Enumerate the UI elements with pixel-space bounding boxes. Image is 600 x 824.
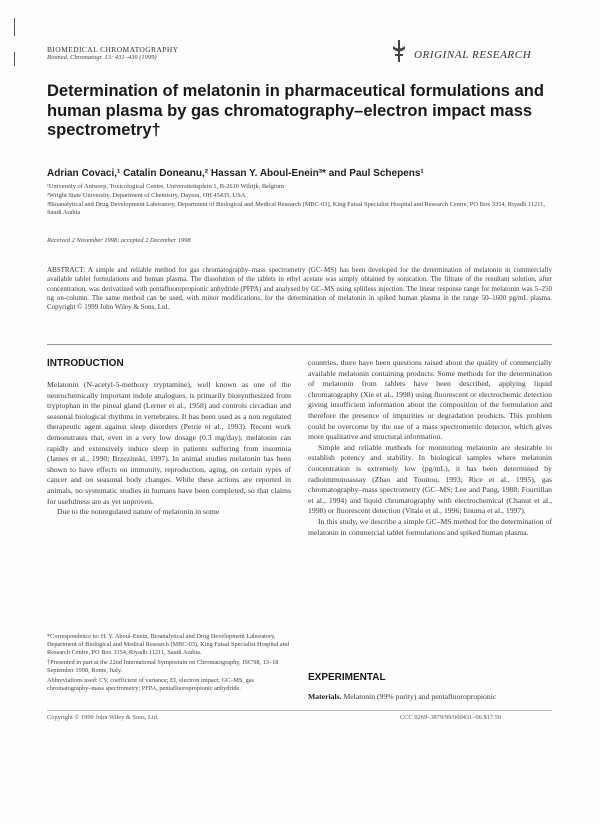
journal-name: BIOMEDICAL CHROMATOGRAPHY <box>47 45 179 54</box>
affiliation-1: ¹University of Antwerp, Toxicological Centre, Universiteitsplein 1, B-2610 Wilrijk, Belgium <box>47 183 284 190</box>
right-paragraph-3: In this study, we describe a simple GC–MS method for the determination of melatonin in commercial tablet formulations and spiked human plasma. <box>308 516 552 537</box>
author-list: Adrian Covaci,¹ Catalin Doneanu,² Hassan Y. Aboul-Enein³* and Paul Schepens¹ <box>47 168 424 179</box>
abstract-text: A simple and reliable method for gas chromatography–mass spectrometry (GC–MS) has been developed for the determination of melatonin in commercially available tablet formulations and human plasma. The dissolution of the tablets in ethyl acetate was simply obtained by sonication. The filtrate of the resultant solution, after concentration, was derivatized with pentafluoropropionic anhydride (PFPA) and analysed by GC–MS using splitless injection. The linear response range for melatonin was 5–250 ng on-column. The same method can be used, with minor modifications, for the determination of melatonin in spiked human plasma in the range 50–1600 pg/mL plasma. Copyright © 1999 John Wiley & Sons, Ltd. <box>47 266 552 312</box>
materials-label: Materials. <box>308 692 342 701</box>
section-label: ORIGINAL RESEARCH <box>414 49 532 61</box>
right-column-body <box>308 358 552 538</box>
right-paragraph-1: countries, there have been questions raised about the quality of commercially available melatonin containing products. Some methods for the determination of melatonin from tablets have been described, applying liquid chromatography (Xie et al., 1998) using fluorescent or electrochemic detection giving insufficient information about the composition of the formulation and therefore the presence of impurities or degradation products. This problem could be overcome by the use of a mass spectrometric detector, which gives more qualitative and structural information. <box>308 358 552 442</box>
experimental-heading: EXPERIMENTAL <box>308 672 386 683</box>
footnote-abbreviations: Abbreviations used: CV, coefficient of variance; EI, electron impact; GC–MS, gas chromatography–mass spectrometry; PFPA, pentafluoropropionic anhydride. <box>47 677 254 692</box>
affiliation-3: ³Bioanalytical and Drug Development Laboratory, Department of Biological and Medical Research (MBC-03), King Faisal Specialist Hospital and Research Centre, PO Box 3354, Riyadh 11211, Saudi Arabia <box>47 201 545 216</box>
crop-mark-top <box>14 18 15 36</box>
abstract <box>47 266 552 312</box>
affiliation-2: ²Wright State University, Department of Chemistry, Dayton, OH 45435, USA <box>47 192 246 199</box>
article-title: Determination of melatonin in pharmaceutical formulations and human plasma by gas chromatography–electron impact mass spectrometry† <box>47 82 544 139</box>
footer-copyright: Copyright © 1999 John Wiley & Sons, Ltd. <box>47 714 159 721</box>
footer-divider <box>47 710 552 711</box>
received-dates: Received 2 November 1998; accepted 2 December 1998 <box>47 237 191 244</box>
introduction-body <box>47 380 291 518</box>
right-paragraph-2: Simple and reliable methods for monitoring melatonin are desirable to establish potency and stability. In biological samples where melatonin concentration is extremely low (pg/mL), it has been determined by radioimmunoassay (Zhao and Touitou, 1993; Rice et al., 1995), gas chromatography–mass spectrometry (GC–MS; Lee and Pang, 1988; Fourtillan et al., 1994) and liquid chromatography with electrochemical (Chanut et al., 1998) or fluorescent detection (Vitale et al., 1996; Iinuma et al., 1997). <box>308 442 552 516</box>
materials-paragraph <box>308 692 552 703</box>
crop-mark-bottom <box>14 52 15 66</box>
abstract-divider <box>47 344 552 345</box>
footnote-correspondence: *Correspondence to: H. Y. Aboul-Enein, Bioanalytical and Drug Development Laboratory, Department of Biological and Medical Research (MBC-03), King Faisal Specialist Hospital and Research Centre, PO Box 3354, Riyadh 11211, Saudi Arabia. <box>47 633 290 656</box>
footer-ccc: CCC 0269–3879/99/060431–06 $17.50 <box>400 714 502 721</box>
introduction-heading: INTRODUCTION <box>47 358 124 369</box>
publisher-logo-icon <box>392 40 406 62</box>
abstract-label: ABSTRACT: <box>47 266 86 274</box>
footnotes <box>47 633 291 695</box>
materials-text: Melatonin (99% purity) and pentafluoropropionic <box>343 692 497 701</box>
intro-paragraph-1: Melatonin (N-acetyl-5-methoxy tryptamine), well known as one of the neurochemically important indole analogues, is primarily biosynthesized from tryptophan in the pineal gland (Lerner et al., 1958) and controls circadian and seasonal biological rhythms in vertebrates. It has been used as a non regulated therapeutic agent against sleep disorders (Petrie et al., 1993). Recent work demonstrates that, even in a very low dosage (0.3 mg/day), melatonin can rapidly and extensively induce sleep in patients suffering from insomnia (James et al., 1990; Brzezinski, 1997). In animal studies melatonin has been shown to have effects on immunity, reproduction, aging, on certain types of cancer and on seasonal body changes. While these actions are reported in animals, no systematic studies in humans have been completed, so that claims for usefulness are as yet unproven. <box>47 380 291 506</box>
journal-citation: Biomed. Chromatogr. 13: 431–436 (1999) <box>47 54 157 61</box>
intro-paragraph-2: Due to the nonregulated nature of melatonin in some <box>57 507 220 517</box>
footnote-presented: †Presented in part at the 22nd International Symposium on Chromatography, ISC'98, 13–18 September 1998, Rome, Italy. <box>47 659 279 674</box>
